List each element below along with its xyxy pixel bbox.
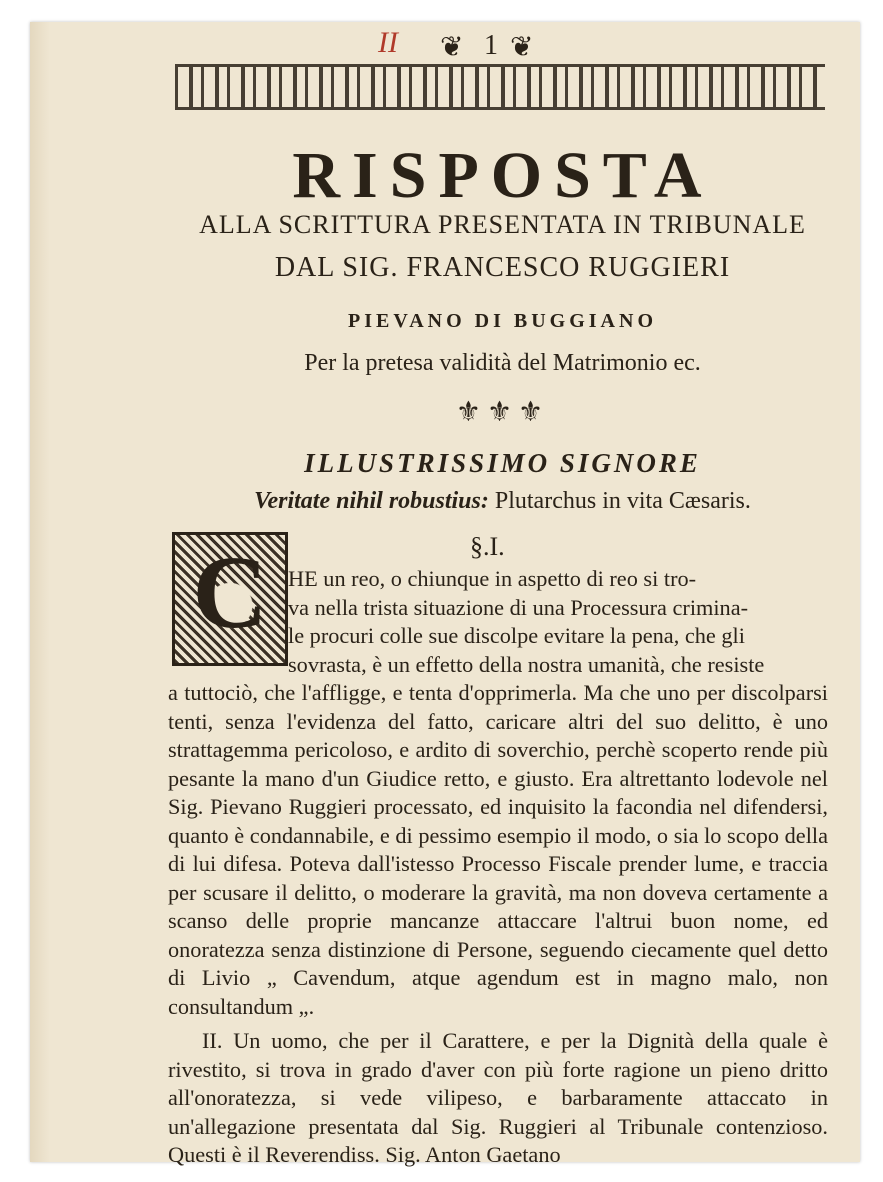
document-title: RISPOSTA [292, 139, 714, 212]
body-line-3: le procuri colle sue discolpe evitare la pena, che gli [288, 623, 745, 648]
title-line-1: ALLA SCRITTURA PRESENTATA IN TRIBUNALE [199, 210, 806, 239]
body-text [168, 565, 828, 1170]
epigraph-source: Plutarchus in vita Cæsaris. [494, 488, 751, 514]
right-swirl-ornament: ❦ [510, 32, 534, 63]
epigraph [175, 488, 830, 515]
initial-letter: C [192, 535, 268, 650]
paragraph-2: II. Un uomo, che per il Carattere, e per la Dignità della quale è rivestito, si trova in grado d'aver con più forte ragione un pieno dritto all'onoratezza, si vede vilipeso, e barbaramente attaccato in un'allegazione presentata dal Sig. Ruggieri al Tribunale contenzioso. Questi è il Reverendiss. Sig. Anton Gaetano [168, 1028, 828, 1167]
body-line-5: a tuttociò, che l'affligge, e tenta d'opprimerla. Ma che uno per discolparsi tenti, senza l'evidenza del fatto, caricare altri del suo delitto, è uno strattagemma pericoloso, e ardito di soverchio, perchè scoperto rende più pesante la mano d'un Giudice retto, e giusto. Era altrettanto lodevole nel Sig. Pievano Ruggieri processato, ed inquisito la facondia nel difendersi, quanto è condannabile, e di pessimo esempio il modo, o sia lo scopo della di lui difesa. Poteva dall'istesso Processo Fiscale prender lume, e traccia per scusare il delitto, o moderare la gravità, ma non doveva certamente a scanso delle proprie mancanze attaccare l'altrui buon nome, ed onoratezza senza distinzione di Persone, seguendo ciecamente quel detto di Livio „ Cavendum, atque agendum est in magno malo, non consultandum „. [168, 680, 828, 1019]
page-number: 1 [484, 30, 498, 61]
title-line-4: Per la pretesa validità del Matrimonio ec. [304, 350, 701, 376]
section-mark: §.I. [470, 532, 505, 561]
paragraph-1 [168, 565, 828, 1021]
epigraph-quote: Veritate nihil robustius: [254, 488, 489, 514]
body-line-1: HE un reo, o chiunque in aspetto di reo si tro- [288, 566, 697, 591]
fleuron-ornament: ⚜⚜⚜ [455, 397, 550, 428]
body-line-2: va nella trista situazione di una Processura crimina- [288, 594, 749, 620]
paper-left-edge [30, 22, 50, 1162]
title-line-2: DAL SIG. FRANCESCO RUGGIERI [274, 252, 731, 283]
body-line-4: sovrasta, è un effetto della nostra umanità, che resiste [288, 651, 765, 677]
title-line-3: PIEVANO DI BUGGIANO [348, 310, 657, 332]
manuscript-mark: II [378, 26, 398, 59]
decorative-header-band [175, 64, 825, 110]
salutation: ILLUSTRISSIMO SIGNORE [304, 448, 701, 478]
left-swirl-ornament: ❦ [440, 32, 464, 63]
